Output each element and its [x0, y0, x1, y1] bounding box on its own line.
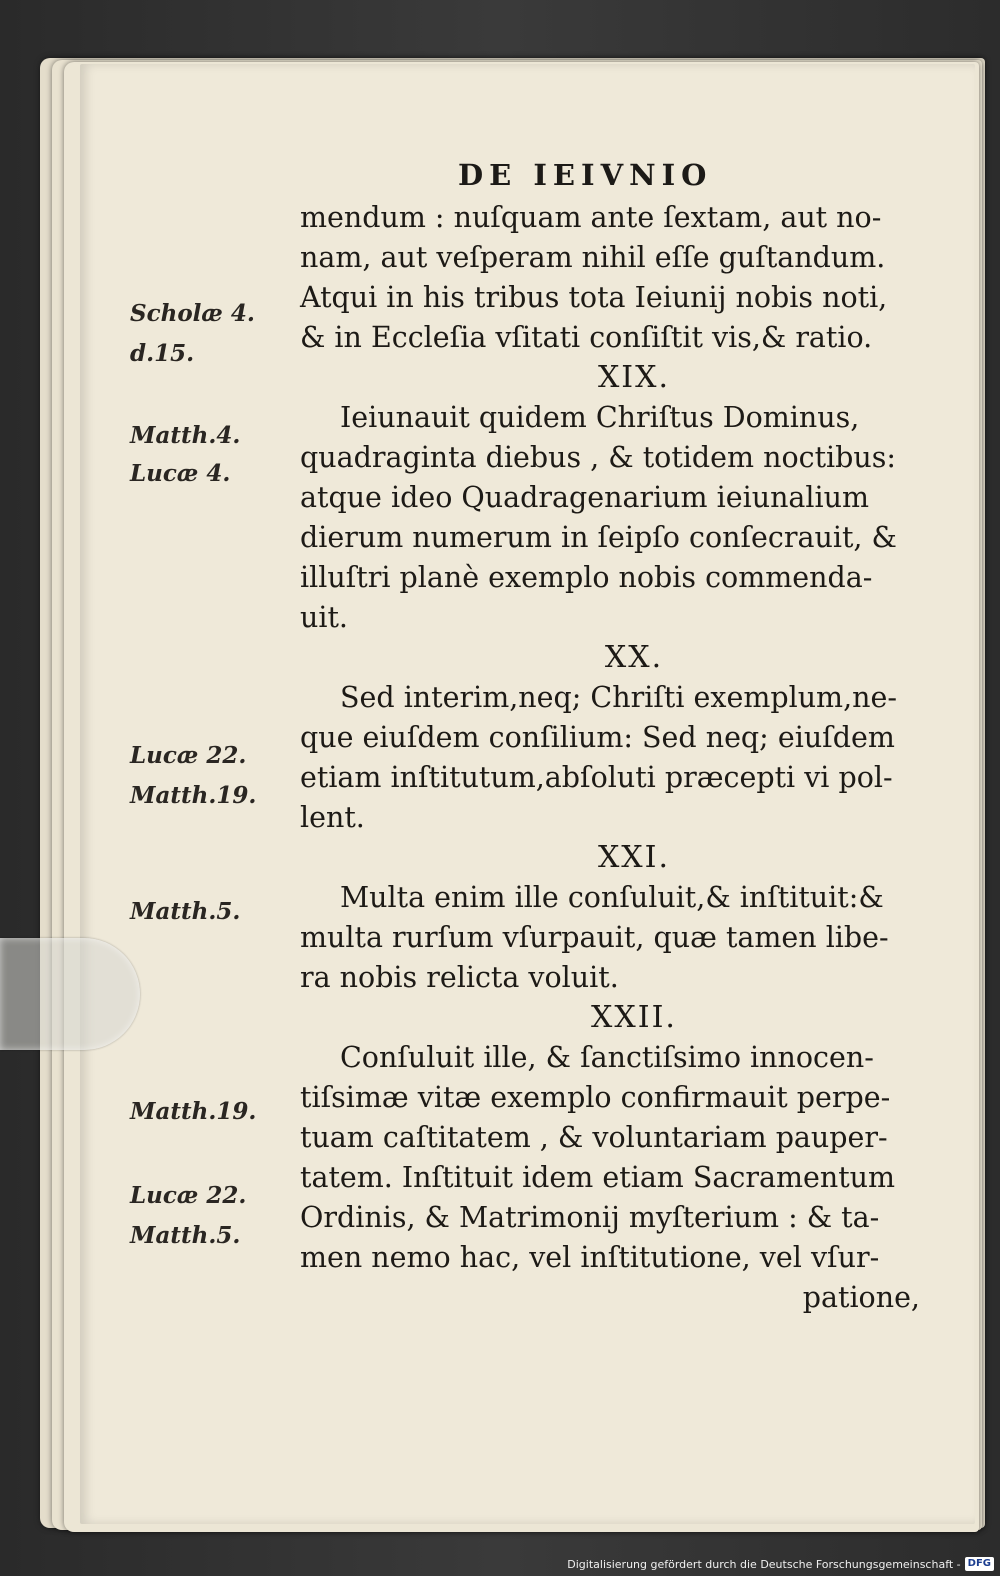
section-numeral: XIX.	[597, 360, 671, 395]
margin-note: Matth.5.	[130, 898, 241, 925]
margin-note: Scholæ 4.	[130, 300, 255, 327]
margin-note: Matth.19.	[130, 1098, 257, 1125]
text-line: multa rurſum vſurpauit, quæ tamen libe-	[300, 921, 889, 954]
text-line: mendum : nuſquam ante ſextam, aut no-	[300, 201, 882, 234]
text-line: tatem. Inſtituit idem etiam Sacramentum	[300, 1161, 896, 1194]
funding-footer	[567, 1554, 994, 1574]
catchword: patione,	[802, 1281, 920, 1314]
text-line: tiſsimæ vitæ exemplo confirmauit perpe-	[300, 1081, 891, 1114]
text-line: dierum numerum in ſeipſo conſecrauit, &	[300, 521, 897, 554]
margin-note: Lucæ 22.	[130, 1182, 247, 1209]
section-numeral: XXI.	[597, 840, 671, 875]
text-line: Atqui in his tribus tota Ieiunij nobis noti,	[300, 281, 888, 314]
text-line: & in Eccleſia vſitati conſiſtit vis,& ratio.	[300, 321, 873, 354]
text-line: illuſtri planè exemplo nobis commenda-	[300, 561, 873, 594]
text-line: etiam inſtitutum,abſoluti præcepti vi pol-	[300, 761, 893, 794]
margin-note: Matth.4.	[130, 422, 241, 449]
text-line: nam, aut veſperam nihil eſſe guſtandum.	[300, 241, 886, 274]
text-line: ra nobis relicta voluit.	[300, 961, 619, 994]
text-line: men nemo hac, vel inſtitutione, vel vſur-	[300, 1241, 880, 1274]
running-head: DE IEIVNIO	[458, 158, 713, 192]
text-line: atque ideo Quadragenarium ieiunalium	[300, 481, 870, 514]
section-numeral: XX.	[604, 640, 664, 675]
text-line: que eiuſdem conſilium: Sed neq; eiuſdem	[300, 721, 895, 754]
section-numeral: XXII.	[591, 1000, 677, 1035]
text-line: quadraginta diebus , & totidem noctibus:	[300, 441, 896, 474]
text-line: Ordinis, & Matrimonij myſterium : & ta-	[300, 1201, 880, 1234]
margin-note: Lucæ 4.	[130, 460, 231, 487]
page-clip	[0, 938, 140, 1050]
margin-note: Lucæ 22.	[130, 742, 247, 769]
text-line: uit.	[300, 601, 348, 634]
text-line: lent.	[300, 801, 365, 834]
text-line: Conſuluit ille, & ſanctiſsimo innocen-	[340, 1041, 874, 1074]
text-line: tuam caſtitatem , & voluntariam pauper-	[300, 1121, 888, 1154]
margin-note: Matth.5.	[130, 1222, 241, 1249]
margin-note: Matth.19.	[130, 782, 257, 809]
text-line: Ieiunauit quidem Chriſtus Dominus,	[340, 401, 860, 434]
text-line: Multa enim ille conſuluit,& inſtituit:&	[340, 881, 884, 914]
body-text	[300, 198, 940, 1318]
margin-note: d.15.	[130, 340, 195, 367]
funding-footer-text: Digitalisierung gefördert durch die Deutsche Forschungsgemeinschaft -	[567, 1557, 961, 1571]
text-line: Sed interim,neq; Chriſti exemplum,ne-	[340, 681, 897, 714]
dfg-logo: DFG	[965, 1557, 994, 1571]
